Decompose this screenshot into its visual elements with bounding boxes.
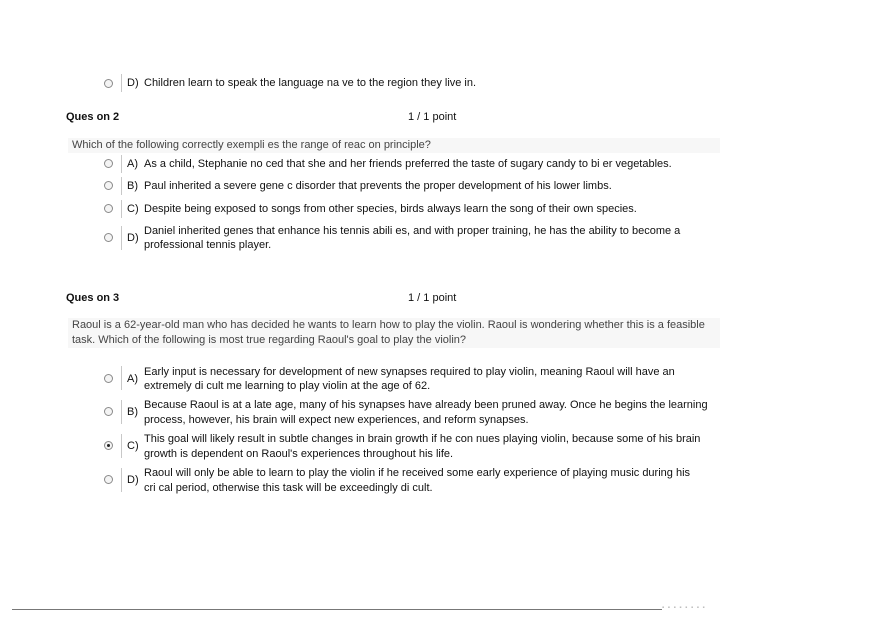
q2-option-d-text-line2: professional tennis player. (144, 239, 272, 251)
option-separator (121, 74, 122, 92)
option-separator (121, 155, 122, 173)
question-3-prompt (68, 318, 720, 348)
q3-option-c-text-line2: growth is dependent on Raoul's experiences throughout his life. (144, 448, 454, 460)
option-separator (121, 200, 122, 218)
question-3-title: Ques on 3 (66, 292, 120, 304)
question-2-prompt (68, 138, 720, 153)
q2-option-a-radio[interactable] (104, 159, 113, 168)
option-separator (121, 226, 122, 250)
q3-option-d-text-line2: cri cal period, otherwise this task will be exceedingly di cult. (144, 482, 433, 494)
q3-option-c-letter: C) (127, 440, 139, 452)
question-3-prompt-line1: Raoul is a 62-year-old man who has decided he wants to learn how to play the violin. Raoul is wondering whether this is a feasible (72, 319, 705, 331)
q3-option-b-letter: B) (127, 406, 138, 418)
q2-option-d-text-line1: Daniel inherited genes that enhance his tennis abili es, and with proper training, he has the ability to become a (144, 225, 681, 237)
question-3-score: 1 / 1 point (408, 292, 457, 304)
option-separator (121, 366, 122, 390)
q1-option-d-text: Children learn to speak the language na ve to the region they live in. (144, 77, 477, 89)
question-3-prompt-line2: task. Which of the following is most true regarding Raoul's goal to play the violin? (72, 333, 467, 346)
q2-option-a-letter: A) (127, 158, 138, 170)
q3-option-c-radio-selected[interactable] (104, 441, 113, 450)
q3-option-c-text-line1: This goal will likely result in subtle changes in brain growth if he con nues playing violin, because some of his brain (144, 433, 701, 445)
q2-option-d-letter: D) (127, 232, 139, 244)
q2-option-a-text: As a child, Stephanie no ced that she and her friends preferred the taste of sugary candy to bi er vegetables. (144, 158, 672, 170)
page-footer-marks: ▪ ▪ ▪ ▪ ▪ ▪ ▪ ▪ (662, 605, 706, 611)
option-separator (121, 400, 122, 424)
q1-option-d-radio[interactable] (104, 79, 113, 88)
q2-option-d-radio[interactable] (104, 233, 113, 242)
q3-option-d-letter: D) (127, 474, 139, 486)
option-separator (121, 177, 122, 195)
q2-option-c-text: Despite being exposed to songs from other species, birds always learn the song of their own species. (144, 203, 637, 215)
question-2-prompt-text: Which of the following correctly exempli es the range of reac on principle? (72, 139, 431, 151)
q3-option-a-text-line1: Early input is necessary for development of new synapses required to play violin, meaning Raoul will have an (144, 366, 675, 378)
q2-option-b-letter: B) (127, 180, 138, 192)
q2-option-b-text: Paul inherited a severe gene c disorder that prevents the proper development of his lower limbs. (144, 180, 612, 192)
q3-option-a-text-line2: extremely di cult me learning to play violin at the age of 62. (144, 380, 431, 392)
q3-option-a-letter: A) (127, 373, 138, 385)
q3-option-b-text-line2: process, however, his brain will expect new experiences, and reform synapses. (144, 414, 529, 426)
q3-option-a-radio[interactable] (104, 374, 113, 383)
q3-option-d-radio[interactable] (104, 475, 113, 484)
option-separator (121, 434, 122, 458)
q2-option-c-radio[interactable] (104, 204, 113, 213)
q2-option-b-radio[interactable] (104, 181, 113, 190)
q3-option-b-radio[interactable] (104, 407, 113, 416)
page-footer-rule (12, 609, 662, 610)
q3-option-d-text-line1: Raoul will only be able to learn to play the violin if he received some early experience of playing music during his (144, 467, 691, 479)
option-separator (121, 468, 122, 492)
q3-option-b-text-line1: Because Raoul is at a late age, many of his synapses have already been pruned away. Once he begins the learning (144, 399, 708, 411)
q2-option-c-letter: C) (127, 203, 139, 215)
question-2-title: Ques on 2 (66, 111, 120, 123)
q1-option-d-letter: D) (127, 77, 139, 89)
question-2-score: 1 / 1 point (408, 111, 457, 123)
